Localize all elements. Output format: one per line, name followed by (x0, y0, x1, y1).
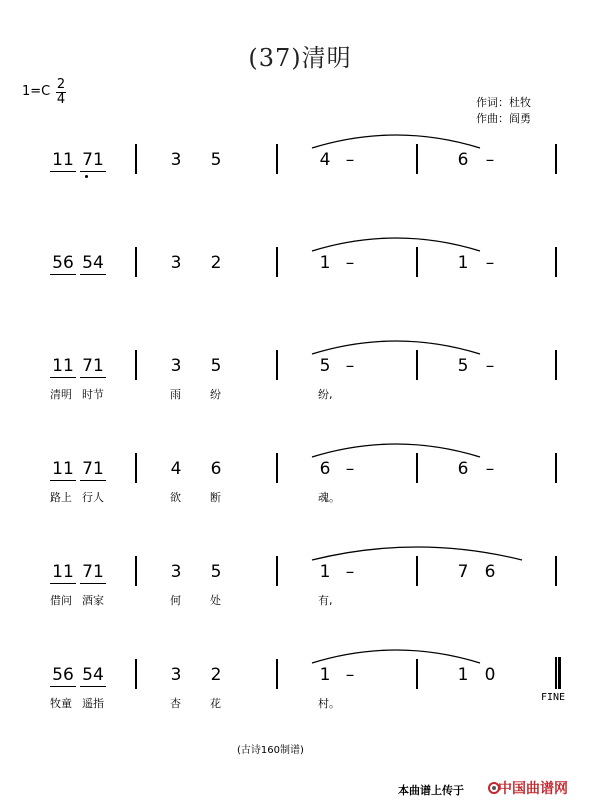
barline-0-3 (555, 144, 557, 174)
note-0-6: 6 (457, 150, 469, 170)
note-2-5: – (345, 356, 355, 376)
lyric-4-2: 何 (170, 594, 181, 607)
lyric-5-2: 杏 (170, 697, 181, 710)
note-3-3: 6 (210, 459, 222, 479)
fine-mark: FINE (541, 692, 566, 703)
lyric-2-2: 雨 (170, 388, 181, 401)
note-2-2: 3 (170, 356, 182, 376)
note-0-1: 71 (80, 150, 106, 172)
composer-credit: 作曲：阎勇 (476, 112, 531, 125)
note-2-6: 5 (457, 356, 469, 376)
barline-0-1 (276, 144, 278, 174)
note-3-0: 11 (50, 459, 76, 481)
note-3-2: 4 (170, 459, 182, 479)
note-1-5: – (345, 253, 355, 273)
note-5-3: 2 (210, 665, 222, 685)
barline-3-0 (135, 453, 137, 483)
note-4-6: 7 (457, 562, 469, 582)
barline-2-0 (135, 350, 137, 380)
lyric-5-0: 牧童 (50, 697, 72, 710)
barline-1-3 (555, 247, 557, 277)
brand-name: 中国曲谱网 (498, 781, 568, 797)
note-4-2: 3 (170, 562, 182, 582)
note-0-3: 5 (210, 150, 222, 170)
note-0-7: – (485, 150, 495, 170)
time-signature (55, 78, 67, 107)
octave-dot-0 (85, 175, 88, 178)
note-3-5: – (345, 459, 355, 479)
key-signature: 1=C (22, 84, 51, 99)
barline-4-3 (555, 556, 557, 586)
lyric-5-4: 村。 (318, 697, 340, 710)
final-barline-thick (558, 657, 561, 689)
note-2-1: 71 (80, 356, 106, 378)
note-1-2: 3 (170, 253, 182, 273)
barline-1-0 (135, 247, 137, 277)
note-4-7: 6 (484, 562, 496, 582)
lyric-5-3: 花 (210, 697, 221, 710)
barline-0-0 (135, 144, 137, 174)
note-0-0: 11 (50, 150, 76, 172)
barline-3-3 (555, 453, 557, 483)
note-2-4: 5 (319, 356, 331, 376)
lyric-3-2: 欲 (170, 491, 181, 504)
note-3-7: – (485, 459, 495, 479)
score-footer: (古诗160制谱) (237, 745, 304, 756)
lyric-4-3: 处 (210, 594, 221, 607)
lyric-4-4: 有, (318, 594, 333, 607)
note-4-4: 1 (319, 562, 331, 582)
lyric-3-4: 魂。 (318, 491, 340, 504)
note-4-3: 5 (210, 562, 222, 582)
note-1-0: 56 (50, 253, 76, 275)
note-5-2: 3 (170, 665, 182, 685)
note-4-5: – (345, 562, 355, 582)
barline-2-1 (276, 350, 278, 380)
slur-2 (310, 334, 482, 358)
slur-0 (310, 128, 482, 152)
note-3-6: 6 (457, 459, 469, 479)
slur-1 (310, 231, 482, 255)
lyric-3-3: 断 (210, 491, 221, 504)
note-1-4: 1 (319, 253, 331, 273)
note-1-6: 1 (457, 253, 469, 273)
barline-3-1 (276, 453, 278, 483)
note-5-4: 1 (319, 665, 331, 685)
note-2-0: 11 (50, 356, 76, 378)
lyric-2-4: 纷, (318, 388, 333, 401)
slur-4 (310, 540, 524, 564)
lyric-2-0: 清明 (50, 388, 72, 401)
barline-5-1 (276, 659, 278, 689)
slur-5 (310, 643, 482, 667)
note-2-3: 5 (210, 356, 222, 376)
barline-5-0 (135, 659, 137, 689)
lyric-2-1: 时节 (82, 388, 104, 401)
lyric-3-0: 路上 (50, 491, 72, 504)
note-5-5: – (345, 665, 355, 685)
time-signature-denominator: 4 (56, 92, 66, 107)
lyric-3-1: 行人 (82, 491, 104, 504)
lyric-5-1: 遥指 (82, 697, 104, 710)
note-0-2: 3 (170, 150, 182, 170)
barline-1-1 (276, 247, 278, 277)
upload-label: 本曲谱上传于 (398, 784, 464, 797)
note-5-6: 1 (457, 665, 469, 685)
note-3-4: 6 (319, 459, 331, 479)
barline-5-3 (555, 657, 557, 689)
barline-4-1 (276, 556, 278, 586)
note-2-7: – (485, 356, 495, 376)
note-0-5: – (345, 150, 355, 170)
lyric-2-3: 纷 (210, 388, 221, 401)
score-title: (37)清明 (248, 44, 352, 72)
lyricist-credit: 作词：杜牧 (476, 96, 531, 109)
time-signature-numerator: 2 (56, 77, 66, 92)
note-1-3: 2 (210, 253, 222, 273)
note-1-1: 54 (80, 253, 106, 275)
barline-4-0 (135, 556, 137, 586)
note-5-7: 0 (484, 665, 496, 685)
note-1-7: – (485, 253, 495, 273)
note-4-1: 71 (80, 562, 106, 584)
note-5-0: 56 (50, 665, 76, 687)
note-5-1: 54 (80, 665, 106, 687)
note-4-0: 11 (50, 562, 76, 584)
lyric-4-1: 酒家 (82, 594, 104, 607)
note-3-1: 71 (80, 459, 106, 481)
barline-2-3 (555, 350, 557, 380)
lyric-4-0: 借问 (50, 594, 72, 607)
slur-3 (310, 437, 482, 461)
note-0-4: 4 (319, 150, 331, 170)
